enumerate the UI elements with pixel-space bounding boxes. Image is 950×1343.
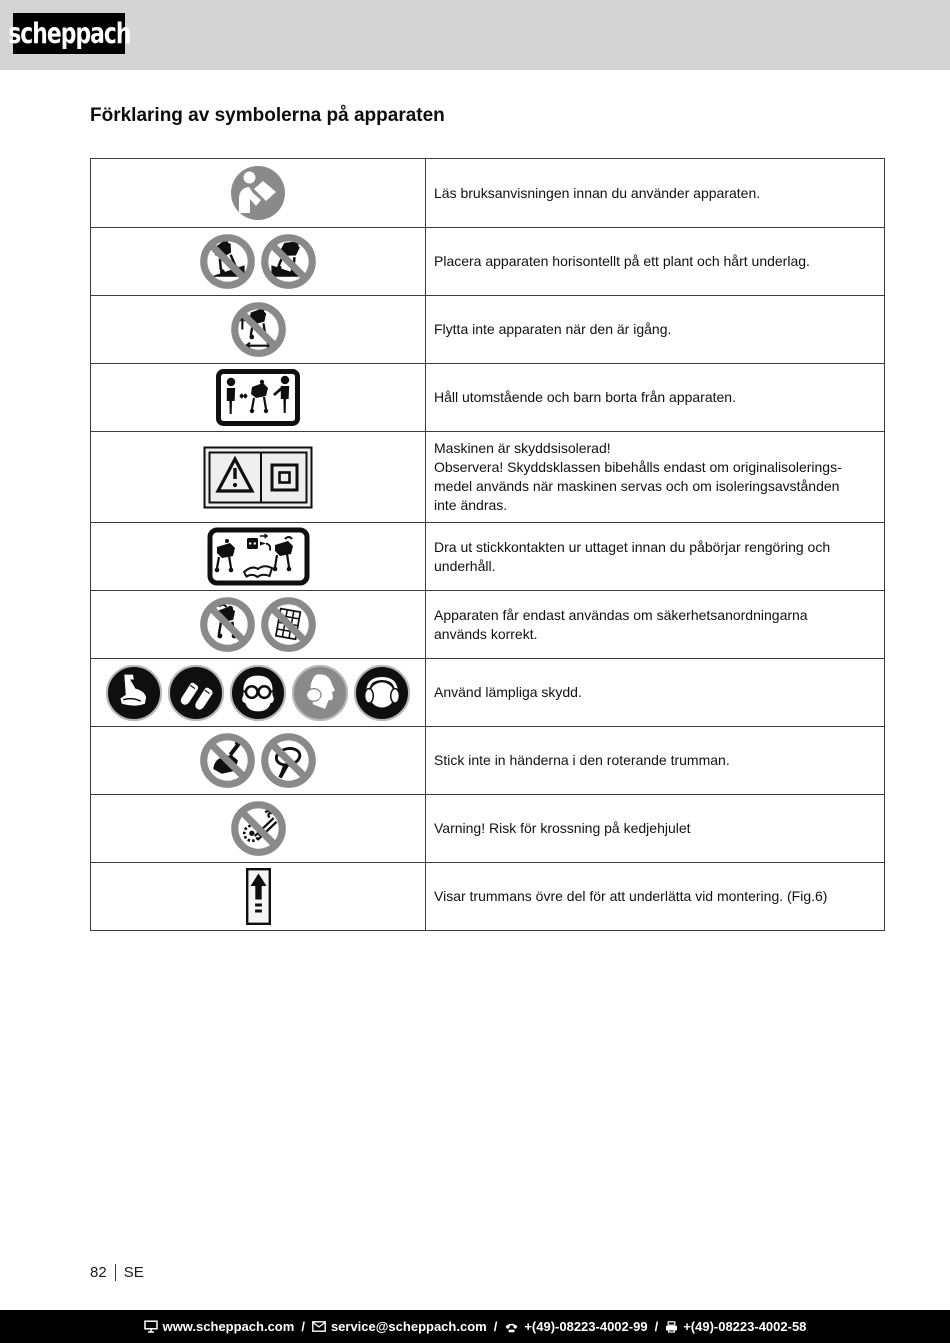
contact-text: +(49)-08223-4002-99 xyxy=(524,1319,648,1334)
contact-text: www.scheppach.com xyxy=(162,1319,295,1334)
description-line: används korrekt. xyxy=(434,625,538,642)
description-cell xyxy=(426,727,885,795)
symbol-cell xyxy=(91,727,426,795)
no-removed-grid-icon xyxy=(260,596,317,653)
description-cell xyxy=(426,432,885,523)
table-row xyxy=(91,159,885,228)
description-cell xyxy=(426,591,885,659)
symbol-cell xyxy=(91,659,426,727)
contact-items xyxy=(144,1319,807,1334)
double-insulated-icon xyxy=(203,446,313,509)
symbol-cell xyxy=(91,159,426,228)
symbol-cell xyxy=(91,296,426,364)
description-line: Apparaten får endast användas om säkerhetsanordningarna xyxy=(434,606,808,623)
keep-bystanders-away-icon xyxy=(216,369,300,426)
description-cell xyxy=(426,159,885,228)
header-bar xyxy=(0,0,950,70)
description-line: Visar trummans övre del för att underlätta vid montering. (Fig.6) xyxy=(434,888,828,904)
symbol-cell xyxy=(91,228,426,296)
table-row xyxy=(91,727,885,795)
contact-separator: / xyxy=(654,1319,659,1334)
contact-separator: / xyxy=(301,1319,305,1334)
language-code: SE xyxy=(123,1263,144,1281)
ear-protection-icon xyxy=(353,664,411,722)
description-cell xyxy=(426,296,885,364)
table-row xyxy=(91,863,885,931)
description-line: Placera apparaten horisontellt på ett plant och hårt underlag. xyxy=(434,253,810,269)
table-row xyxy=(91,659,885,727)
table-row xyxy=(91,364,885,432)
contact-separator: / xyxy=(493,1319,498,1334)
symbol-cell xyxy=(91,863,426,931)
description-cell xyxy=(426,364,885,432)
description-line: medel används när maskinen servas och om isoleringsavstånden xyxy=(434,478,840,494)
no-tilt-left-icon xyxy=(199,233,256,290)
description-line: Använd lämpliga skydd. xyxy=(434,684,582,700)
scheppach-logo xyxy=(7,13,131,54)
table-row xyxy=(91,432,885,523)
description-line: Observera! Skyddsklassen bibehålls endast om originalisolerings- xyxy=(434,459,842,475)
table-row xyxy=(91,296,885,364)
fax-icon xyxy=(665,1321,678,1333)
envelope-icon xyxy=(312,1321,326,1332)
description-line: underhåll. xyxy=(434,557,496,574)
no-use-without-guards-icon xyxy=(199,596,256,653)
description-line: Stick inte in händerna i den roterande trumman. xyxy=(434,752,730,768)
description-line: inte ändras. xyxy=(434,497,508,513)
page-title: Förklaring av symbolerna på apparaten xyxy=(90,105,445,126)
symbol-table xyxy=(90,158,885,931)
symbol-cell xyxy=(91,432,426,523)
chain-wheel-crush-icon xyxy=(230,800,287,857)
description-line: Håll utomstående och barn borta från apparaten. xyxy=(434,389,736,405)
no-tilt-right-icon xyxy=(260,233,317,290)
computer-icon xyxy=(144,1320,158,1333)
logo-text: scheppach xyxy=(7,17,131,50)
contact-text: +(49)-08223-4002-58 xyxy=(683,1319,807,1334)
symbol-cell xyxy=(91,795,426,863)
description-line: Varning! Risk för krossning på kedjehjulet xyxy=(434,820,691,836)
page-number-value: 82 xyxy=(90,1263,107,1281)
safety-boots-icon xyxy=(105,664,163,722)
contact-text: service@scheppach.com xyxy=(330,1319,487,1334)
description-line: Maskinen är skyddsisolerad! xyxy=(434,440,611,456)
description-cell xyxy=(426,659,885,727)
table-row xyxy=(91,523,885,591)
no-move-running-icon xyxy=(230,301,287,358)
symbol-cell xyxy=(91,523,426,591)
table-row xyxy=(91,795,885,863)
symbol-table-body xyxy=(91,159,885,931)
dust-mask-icon xyxy=(291,664,349,722)
no-hand-in-drum-icon xyxy=(199,732,256,789)
page-number-divider xyxy=(115,1264,116,1281)
page-number xyxy=(90,1262,144,1282)
phone-icon xyxy=(504,1321,519,1333)
description-cell xyxy=(426,523,885,591)
safety-goggles-icon xyxy=(229,664,287,722)
description-cell xyxy=(426,795,885,863)
read-manual-icon xyxy=(228,163,288,223)
no-reach-into-drum-icon xyxy=(260,732,317,789)
symbol-cell xyxy=(91,591,426,659)
description-cell xyxy=(426,228,885,296)
symbol-cell xyxy=(91,364,426,432)
table-row xyxy=(91,591,885,659)
safety-gloves-icon xyxy=(167,664,225,722)
description-line: Flytta inte apparaten när den är igång. xyxy=(434,321,672,337)
description-line: Dra ut stickkontakten ur uttaget innan du påbörjar rengöring och xyxy=(434,538,831,555)
contact-bar xyxy=(0,1310,950,1343)
drum-top-marker-icon xyxy=(246,868,271,925)
description-line: Läs bruksanvisningen innan du använder apparaten. xyxy=(434,184,761,201)
description-cell xyxy=(426,863,885,931)
table-row xyxy=(91,228,885,296)
unplug-before-maintenance-icon xyxy=(207,527,310,586)
